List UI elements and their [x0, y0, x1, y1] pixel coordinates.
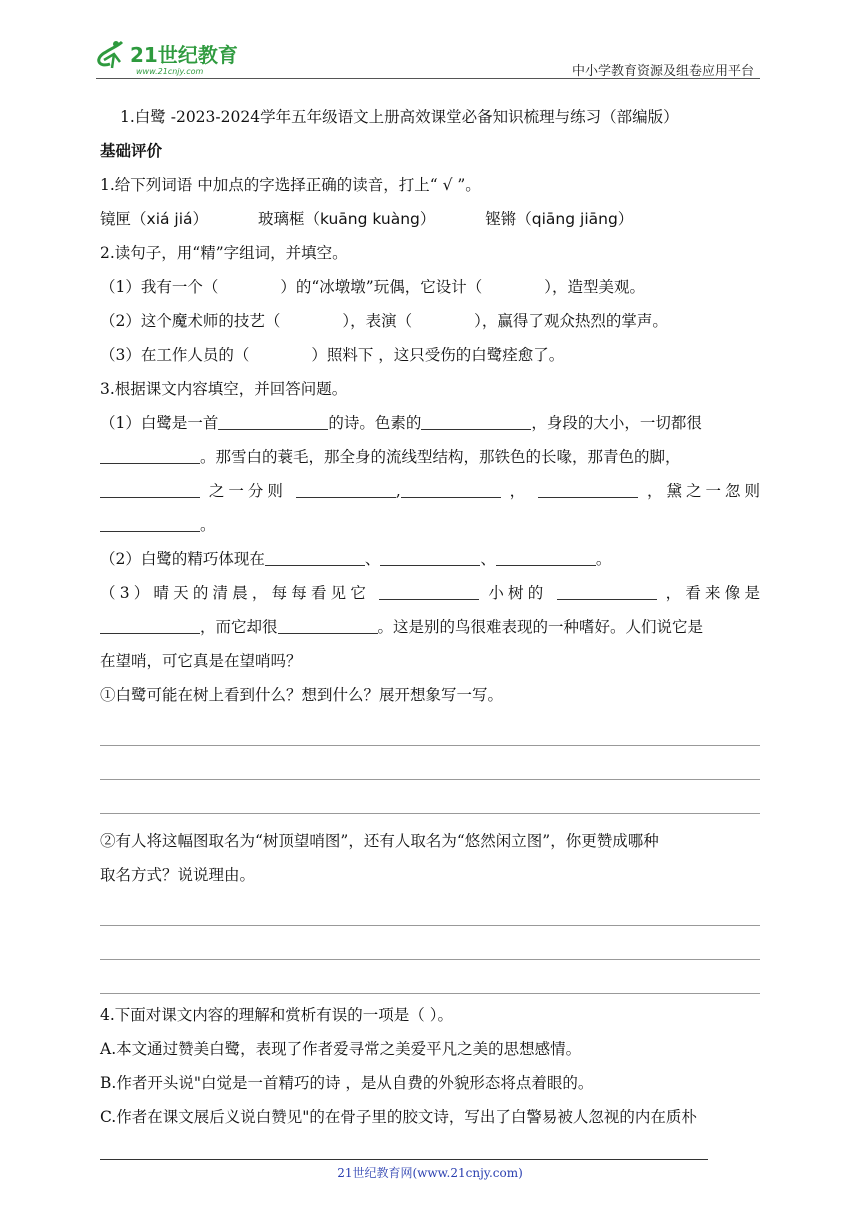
q2-sentence-3: （3）在工作人员的（ ）照料下 ，这只受伤的白鹭痊愈了。	[100, 346, 565, 364]
q3-p1-line3: 之一分则 , ， ，黛之一忽则	[100, 474, 760, 508]
header-platform: 中小学教育资源及组卷应用平台	[571, 64, 754, 79]
header-rule	[96, 78, 760, 79]
content	[100, 100, 760, 1134]
q3-p1-line1: （1）白鹭是一首 的诗。色素的 ，身段的大小，一切都很	[100, 414, 702, 432]
answer-line[interactable]	[100, 712, 760, 746]
logo-21cnjy	[92, 38, 272, 78]
q3-sub1: ①白鹭可能在树上看到什么？想到什么？展开想象写一写。	[100, 686, 504, 704]
q4-option-c: C.作者在课文展后义说白赞见"的在骨子里的胶文诗，写出了白警易被人忽视的内在质朴	[100, 1108, 697, 1126]
q3-sub2-line1: ②有人将这幅图取名为“树顶望哨图”，还有人取名为“悠然闲立图”，你更赞成哪种	[100, 832, 659, 850]
footer-rule	[100, 1159, 708, 1160]
q1-stem: 1.给下列词语 中加点的字选择正确的读音，打上“ √ ”。	[100, 176, 481, 194]
q2-sentence-1: （1）我有一个（ ）的“冰墩墩”玩偶，它设计（ ），造型美观。	[100, 278, 645, 296]
answer-line[interactable]	[100, 746, 760, 780]
q3-sub2-line2: 取名方式？说说理由。	[100, 866, 256, 884]
q3-p1-line2: 。那雪白的蓑毛，那全身的流线型结构，那铁色的长喙，那青色的脚，	[100, 440, 760, 474]
q3-stem: 3.根据课文内容填空，并回答问题。	[100, 380, 348, 398]
answer-line[interactable]	[100, 892, 760, 926]
q1-word-2: 玻璃框 ·（kuāng kuàng）	[258, 210, 435, 228]
q1-word-1: 镜匣 ·（xiá jiá）	[100, 210, 208, 228]
q3-p3-line3: 在望哨，可它真是在望哨吗？	[100, 652, 302, 670]
q3-p3-line2: ，而它却很 。这是别的鸟很难表现的一种嗜好。人们说它是	[100, 610, 760, 644]
answer-line[interactable]	[100, 780, 760, 814]
q4-stem: 4.下面对课文内容的理解和赏析有误的一项是（ ）。	[100, 1006, 453, 1024]
q4-option-b: B.作者开头说"白觉是一首精巧的诗 ，是从自费的外貌形态将点着眼的。	[100, 1074, 594, 1092]
footer-link[interactable]: 21世纪教育网(www.21cnjy.com)	[337, 1166, 523, 1180]
logo-url: www.21cnjy.com	[136, 67, 204, 76]
q2-sentence-2: （2）这个魔术师的技艺（ ），表演（ ），赢得了观众热烈的掌声。	[100, 312, 668, 330]
q2-stem: 2.读句子，用“精”字组词，并填空。	[100, 244, 348, 262]
logo-text: 21世纪教育	[130, 43, 238, 67]
section-heading: 基础评价	[100, 142, 163, 160]
doc-title: 1.白鹭 -2023-2024学年五年级语文上册高效课堂必备知识梳理与练习（部编版）	[120, 108, 679, 126]
answer-line[interactable]	[100, 926, 760, 960]
q4-option-a: A.本文通过赞美白鹭，表现了作者爱寻常之美爱平凡之美的思想感情。	[100, 1040, 582, 1058]
q3-p3-line1: （3）晴天的清晨，每每看见它 小树的 ，看来像是	[100, 584, 760, 602]
answer-line[interactable]	[100, 960, 760, 994]
q1-word-3: 铿 ·锵（qiāng jiāng）	[485, 210, 633, 228]
q1-words	[100, 202, 760, 236]
q3-p2: （2）白鹭的精巧体现在 、 、 。	[100, 550, 612, 568]
q3-p1-line4: 。	[100, 508, 760, 542]
